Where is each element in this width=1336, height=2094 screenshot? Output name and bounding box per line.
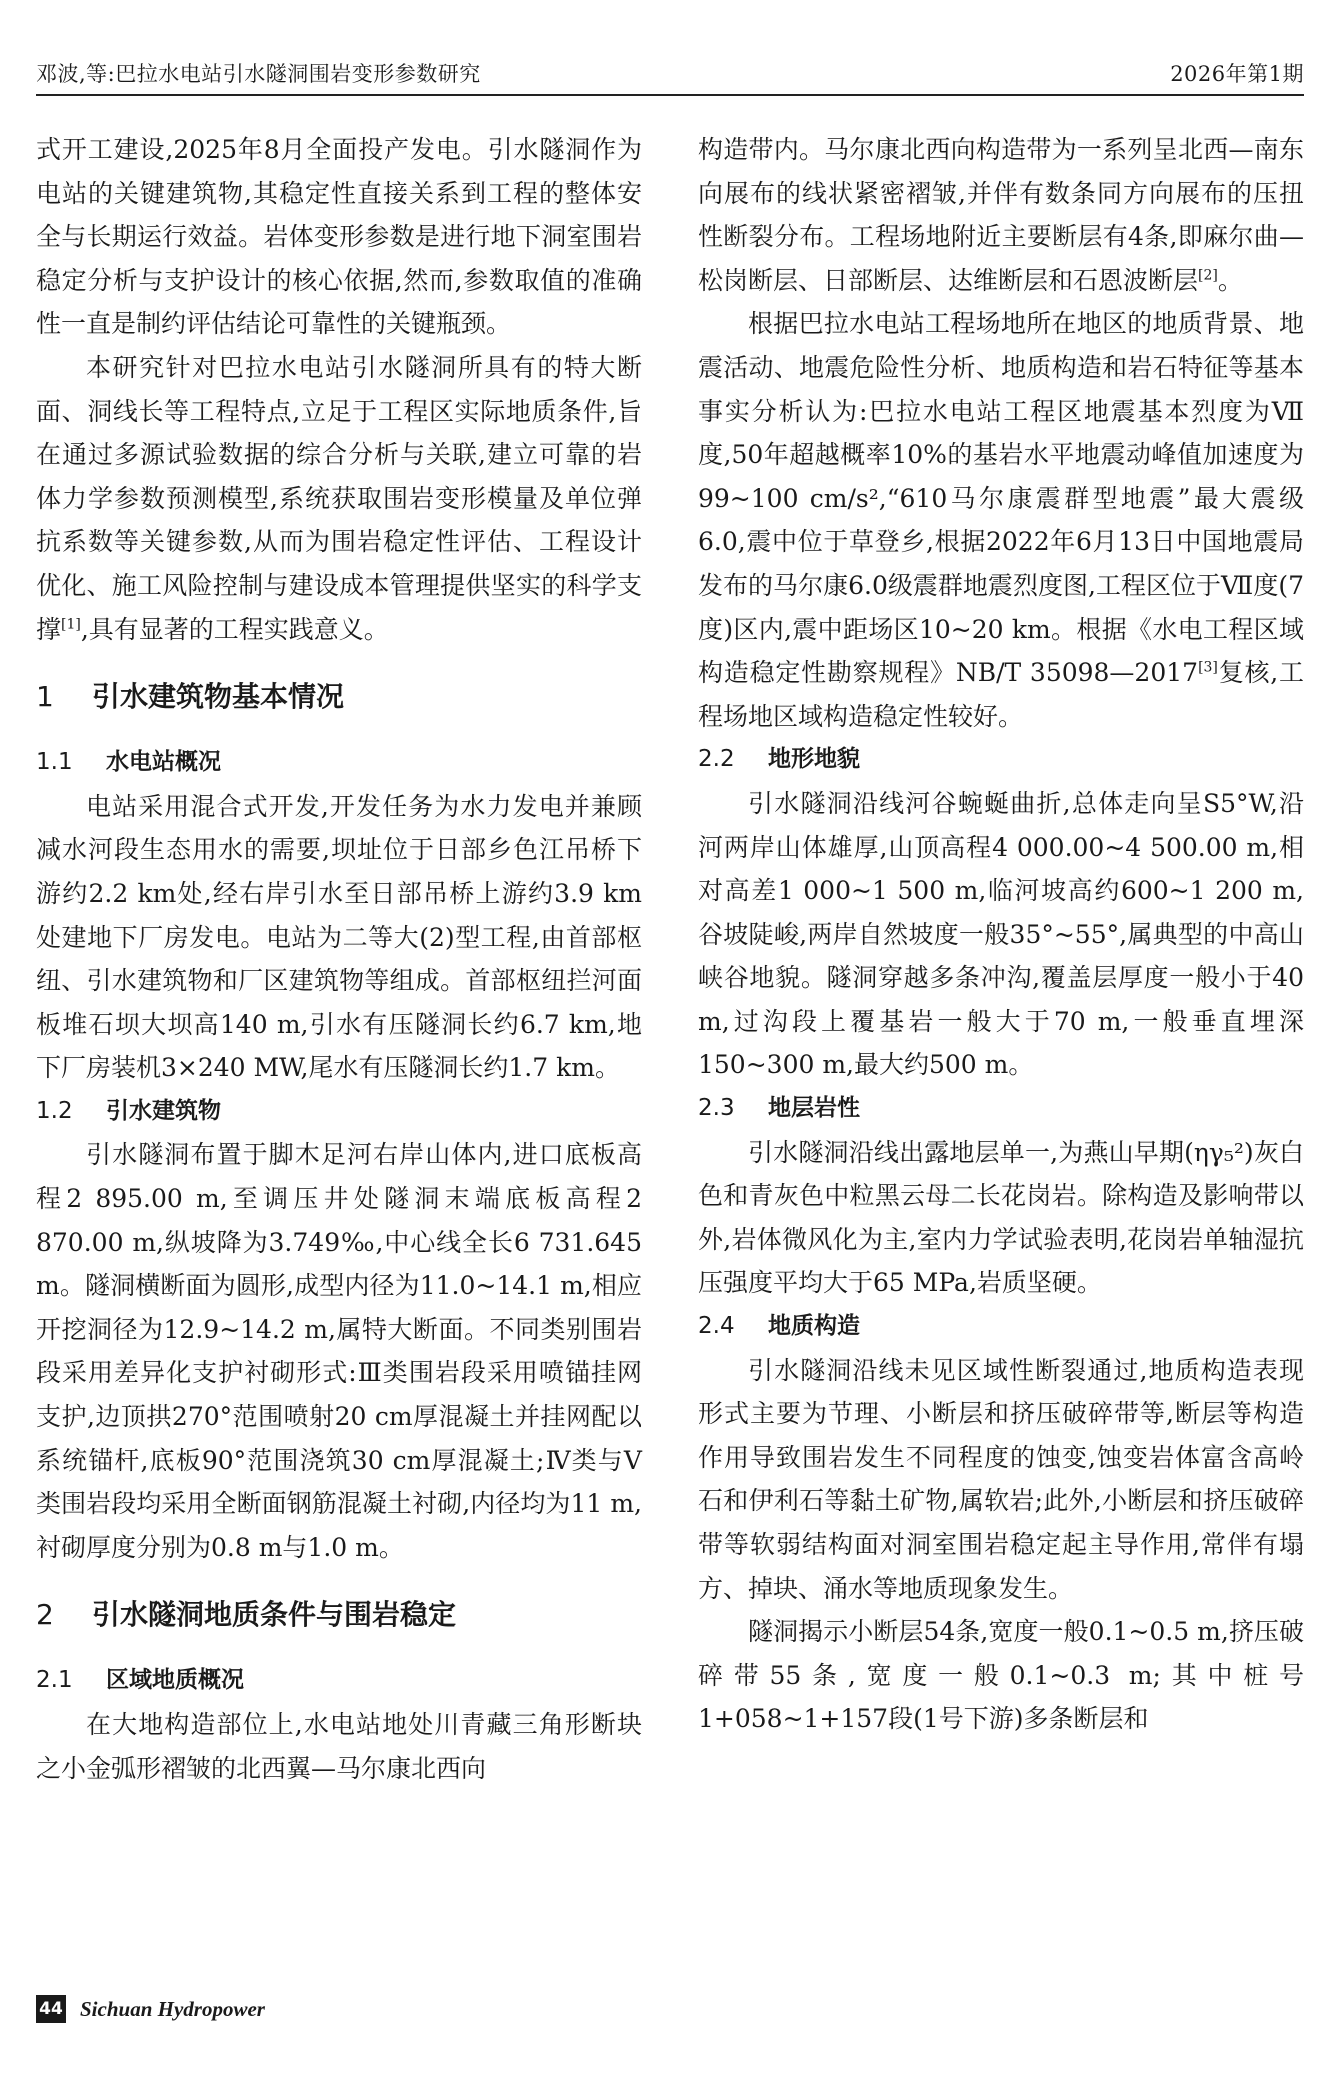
- citation: [1]: [61, 616, 81, 633]
- citation: [2]: [1198, 267, 1218, 284]
- left-column: [36, 128, 642, 1790]
- paragraph: 构造带内。马尔康北西向构造带为一系列呈北西—南东向展布的线状紧密褶皱,并伴有数条同方向展布的压扭性断裂分布。工程场地附近主要断层有4条,即麻尔曲—松岗断层、日部断层、达维断层和石恩波断层[2]。: [698, 135, 1304, 295]
- paragraph: 本研究针对巴拉水电站引水隧洞所具有的特大断面、洞线长等工程特点,立足于工程区实际地质条件,旨在通过多源试验数据的综合分析与关联,建立可靠的岩体力学参数预测模型,系统获取围岩变形模量及单位弹抗系数等关键参数,从而为围岩稳定性评估、工程设计优化、施工风险控制与建设成本管理提供坚实的科学支撑[1],具有显著的工程实践意义。: [36, 352, 642, 644]
- citation: [3]: [1198, 659, 1218, 676]
- paragraph: 隧洞揭示小断层54条,宽度一般0.1~0.5 m,挤压破碎带55条,宽度一般0.1~0.3 m;其中桩号1+058~1+157段(1号下游)多条断层和: [698, 1617, 1304, 1734]
- page-number: 44: [36, 1995, 66, 2023]
- journal-name: Sichuan Hydropower: [80, 1997, 265, 2021]
- subsection-heading-2-1: 2.1 区域地质概况: [36, 1667, 244, 1694]
- paragraph: 式开工建设,2025年8月全面投产发电。引水隧洞作为电站的关键建筑物,其稳定性直接关系到工程的整体安全与长期运行效益。岩体变形参数是进行地下洞室围岩稳定分析与支护设计的核心依据,然而,参数取值的准确性一直是制约评估结论可靠性的关键瓶颈。: [36, 135, 642, 339]
- paragraph: 根据巴拉水电站工程场地所在地区的地质背景、地震活动、地震危险性分析、地质构造和岩石特征等基本事实分析认为:巴拉水电站工程区地震基本烈度为Ⅶ度,50年超越概率10%的基岩水平地震动峰值加速度为99~100 cm/s²,“610马尔康震群型地震”最大震级6.0,震中位于草登乡,根据2022年6月13日中国地震局发布的马尔康6.0级震群地震烈度图,工程区位于Ⅶ度(7度)区内,震中距场区10~20 km。根据《水电工程区域构造稳定性勘察规程》NB/T 35098—2017[3]复核,工程场地区域构造稳定性较好。: [698, 309, 1304, 731]
- paragraph: 引水隧洞沿线出露地层单一,为燕山早期(ηγ₅²)灰白色和青灰色中粒黑云母二长花岗岩。除构造及影响带以外,岩体微风化为主,室内力学试验表明,花岗岩单轴湿抗压强度平均大于65 MPa,岩质坚硬。: [698, 1137, 1304, 1298]
- subsection-heading-1-1: 1.1 水电站概况: [36, 749, 221, 776]
- paragraph: 引水隧洞沿线未见区域性断裂通过,地质构造表现形式主要为节理、小断层和挤压破碎带等,断层等构造作用导致围岩发生不同程度的蚀变,蚀变岩体富含高岭石和伊利石等黏土矿物,属软岩;此外,小断层和挤压破碎带等软弱结构面对洞室围岩稳定起主导作用,常伴有塌方、掉块、涌水等地质现象发生。: [698, 1355, 1304, 1603]
- subsection-heading-1-2: 1.2 引水建筑物: [36, 1097, 221, 1124]
- subsection-heading-2-2: 2.2 地形地貌: [698, 746, 860, 773]
- running-title: 邓波,等:巴拉水电站引水隧洞围岩变形参数研究: [36, 62, 481, 86]
- subsection-heading-2-3: 2.3 地层岩性: [698, 1095, 860, 1122]
- paragraph: 引水隧洞沿线河谷蜿蜒曲折,总体走向呈S5°W,沿河两岸山体雄厚,山顶高程4 000.00~4 500.00 m,相对高差1 000~1 500 m,临河坡高约600~1 200 m,谷坡陡峻,两岸自然坡度一般35°~55°,属典型的中高山峡谷地貌。隧洞穿越多条冲沟,覆盖层厚度一般小于40 m,过沟段上覆基岩一般大于70 m,一般垂直埋深150~300 m,最大约500 m。: [698, 788, 1304, 1080]
- issue-label: 2026年第1期: [1170, 62, 1304, 86]
- running-header: [36, 58, 1304, 96]
- paragraph: 电站采用混合式开发,开发任务为水力发电并兼顾减水河段生态用水的需要,坝址位于日部乡色江吊桥下游约2.2 km处,经右岸引水至日部吊桥上游约3.9 km处建地下厂房发电。电站为二等大(2)型工程,由首部枢纽、引水建筑物和厂区建筑物等组成。首部枢纽拦河面板堆石坝大坝高140 m,引水有压隧洞长约6.7 km,地下厂房装机3×240 MW,尾水有压隧洞长约1.7 km。: [36, 791, 642, 1083]
- section-heading-1: 1 引水建筑物基本情况: [36, 680, 345, 714]
- paragraph: 在大地构造部位上,水电站地处川青藏三角形断块之小金弧形褶皱的北西翼—马尔康北西向: [36, 1710, 642, 1783]
- right-column: [698, 128, 1304, 1741]
- paragraph: 引水隧洞布置于脚木足河右岸山体内,进口底板高程2 895.00 m,至调压井处隧洞末端底板高程2 870.00 m,纵坡降为3.749‰,中心线全长6 731.645 m。隧洞横断面为圆形,成型内径为11.0~14.1 m,相应开挖洞径为12.9~14.2 m,属特大断面。不同类别围岩段采用差异化支护衬砌形式:Ⅲ类围岩段采用喷锚挂网支护,边顶拱270°范围喷射20 cm厚混凝土并挂网配以系统锚杆,底板90°范围浇筑30 cm厚混凝土;Ⅳ类与Ⅴ类围岩段均采用全断面钢筋混凝土衬砌,内径均为11 m,衬砌厚度分别为0.8 m与1.0 m。: [36, 1140, 642, 1562]
- section-heading-2: 2 引水隧洞地质条件与围岩稳定: [36, 1598, 457, 1632]
- subsection-heading-2-4: 2.4 地质构造: [698, 1313, 860, 1340]
